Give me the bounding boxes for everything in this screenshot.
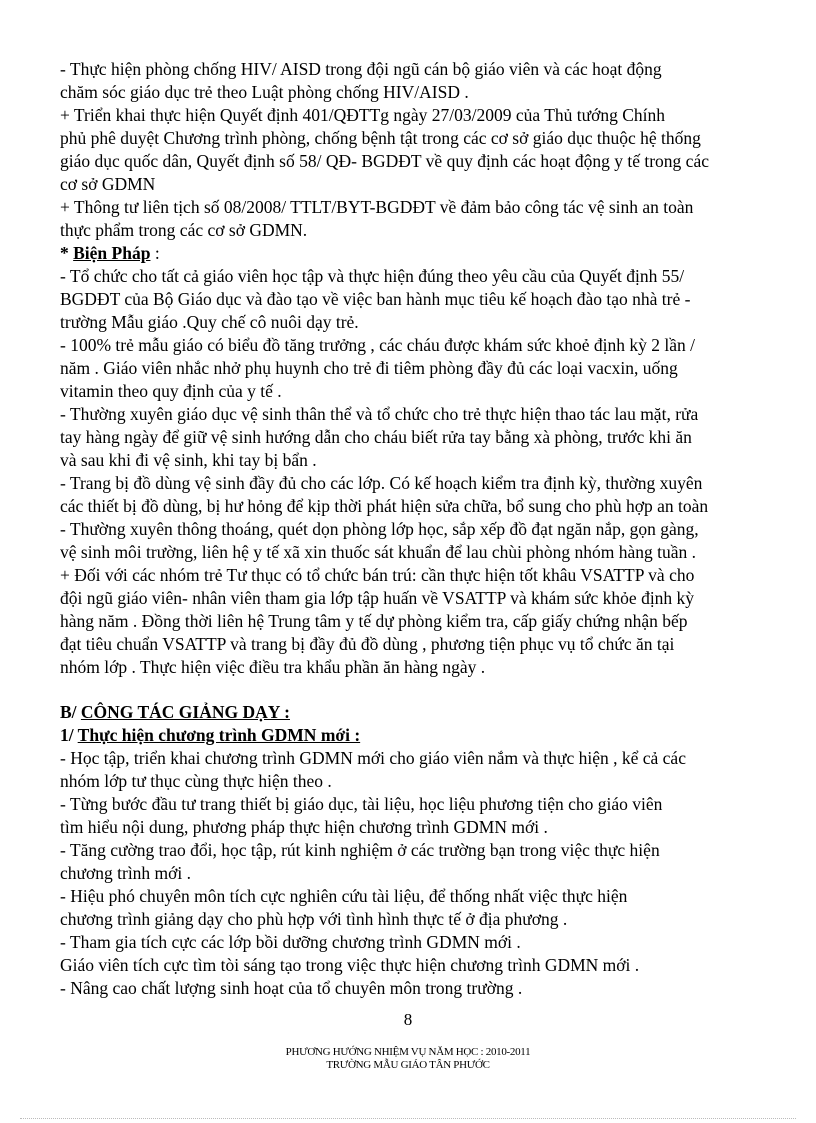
- heading-prefix: *: [60, 243, 74, 263]
- teaching-block: [60, 747, 760, 1000]
- text-line: tay hàng ngày để giữ vệ sinh hướng dẫn cho cháu biết rửa tay bằng xà phòng, trước khi ăn: [60, 427, 692, 447]
- page-edge-divider: [20, 1118, 796, 1119]
- text-line: Giáo viên tích cực tìm tòi sáng tạo trong việc thực hiện chương trình GDMN mới .: [60, 955, 640, 975]
- subsection-1-heading: [60, 724, 760, 747]
- text-line: và sau khi đi vệ sinh, khi tay bị bẩn .: [60, 450, 317, 470]
- subsection-title: Thực hiện chương trình GDMN mới :: [77, 725, 361, 745]
- text-line: nhóm lớp tư thục cùng thực hiện theo .: [60, 771, 332, 791]
- text-line: tìm hiểu nội dung, phương pháp thực hiện chương trình GDMN mới .: [60, 817, 548, 837]
- text-line: + Triển khai thực hiện Quyết định 401/QĐTTg ngày 27/03/2009 của Thủ tướng Chính: [60, 105, 666, 125]
- text-line: - Học tập, triển khai chương trình GDMN mới cho giáo viên nắm và thực hiện , kể cả các: [60, 748, 686, 768]
- section-title: CÔNG TÁC GIẢNG DẠY :: [80, 702, 290, 722]
- text-line: các thiết bị đồ dùng, bị hư hỏng để kịp thời phát hiện sửa chữa, bổ sung cho phù hợp an toàn: [60, 496, 709, 516]
- bien-phap-heading: [60, 242, 760, 265]
- text-line: - Trang bị đồ dùng vệ sinh đầy đủ cho các lớp. Có kế hoạch kiểm tra định kỳ, thường xuyên: [60, 473, 703, 493]
- text-line: thực phẩm trong các cơ sở GDMN.: [60, 220, 308, 240]
- text-line: + Đối với các nhóm trẻ Tư thục có tổ chức bán trú: cần thực hiện tốt khâu VSATTP và cho: [60, 565, 695, 585]
- text-line: chương trình mới .: [60, 863, 192, 883]
- text-line: - Tăng cường trao đổi, học tập, rút kinh nghiệm ở các trường bạn trong việc thực hiện: [60, 840, 660, 860]
- text-line: chăm sóc giáo dục trẻ theo Luật phòng chống HIV/AISD .: [60, 82, 469, 102]
- text-line: - Thường xuyên thông thoáng, quét dọn phòng lớp học, sắp xếp đồ đạt ngăn nắp, gọn gàng,: [60, 519, 699, 539]
- footer-line-1: PHƯƠNG HƯỚNG NHIỆM VỤ NĂM HỌC : 2010-2011: [285, 1046, 531, 1058]
- paragraph-block: [60, 58, 760, 242]
- text-line: phủ phê duyệt Chương trình phòng, chống bệnh tật trong các cơ sở giáo dục thuộc hệ thống: [60, 128, 701, 148]
- page-number: 8: [403, 1010, 413, 1029]
- text-line: năm . Giáo viên nhắc nhở phụ huynh cho trẻ đi tiêm phòng đầy đủ các loại vacxin, uống: [60, 358, 678, 378]
- text-line: đạt tiêu chuẩn VSATTP và trang bị đầy đủ đồ dùng , phương tiện phục vụ tổ chức ăn tại: [60, 634, 675, 654]
- text-line: - 100% trẻ mẫu giáo có biểu đồ tăng trưởng , các cháu được khám sức khoẻ định kỳ 2 lần /: [60, 335, 695, 355]
- page-footer: [0, 1046, 816, 1072]
- text-line: vitamin theo quy định của y tế .: [60, 381, 282, 401]
- text-line: - Thường xuyên giáo dục vệ sinh thân thể và tổ chức cho trẻ thực hiện thao tác lau mặt, rửa: [60, 404, 699, 424]
- text-line: nhóm lớp . Thực hiện việc điều tra khẩu phần ăn hàng ngày .: [60, 657, 486, 677]
- footer-line-2: TRƯỜNG MẪU GIÁO TÂN PHƯỚC: [326, 1059, 490, 1071]
- text-line: - Tổ chức cho tất cả giáo viên học tập và thực hiện đúng theo yêu cầu của Quyết định 55/: [60, 266, 685, 286]
- text-line: - Hiệu phó chuyên môn tích cực nghiên cứu tài liệu, để thống nhất việc thực hiện: [60, 886, 628, 906]
- text-line: trường Mẫu giáo .Quy chế cô nuôi dạy trẻ.: [60, 312, 359, 332]
- spacer: [60, 679, 760, 701]
- subsection-prefix: 1/: [60, 725, 78, 745]
- text-line: hàng năm . Đồng thời liên hệ Trung tâm y tế dự phòng kiểm tra, cấp giấy chứng nhận bếp: [60, 611, 688, 631]
- text-line: giáo dục quốc dân, Quyết định số 58/ QĐ- BGDĐT về quy định các hoạt động y tế trong các: [60, 151, 709, 171]
- text-line: + Thông tư liên tịch số 08/2008/ TTLT/BYT-BGDĐT về đảm bảo công tác vệ sinh an toàn: [60, 197, 694, 217]
- heading-suffix: :: [150, 243, 160, 263]
- text-line: - Tham gia tích cực các lớp bồi dưỡng chương trình GDMN mới .: [60, 932, 521, 952]
- section-prefix: B/: [60, 702, 81, 722]
- document-body: [60, 58, 760, 1000]
- text-line: BGDĐT của Bộ Giáo dục và đào tạo về việc ban hành mục tiêu kế hoạch đào tạo nhà trẻ -: [60, 289, 691, 309]
- text-line: đội ngũ giáo viên- nhân viên tham gia lớp tập huấn về VSATTP và khám sức khỏe định kỳ: [60, 588, 695, 608]
- text-line: chương trình giảng dạy cho phù hợp với tình hình thực tế ở địa phương .: [60, 909, 568, 929]
- text-line: - Nâng cao chất lượng sinh hoạt của tổ chuyên môn trong trường .: [60, 978, 523, 998]
- text-line: - Từng bước đầu tư trang thiết bị giáo dục, tài liệu, học liệu phương tiện cho giáo viên: [60, 794, 663, 814]
- text-line: cơ sở GDMN: [60, 174, 156, 194]
- heading-label: Biện Pháp: [73, 243, 151, 263]
- text-line: - Thực hiện phòng chống HIV/ AISD trong đội ngũ cán bộ giáo viên và các hoạt động: [60, 59, 662, 79]
- text-line: vệ sinh môi trường, liên hệ y tế xã xin thuốc sát khuẩn để lau chùi phòng nhóm hàng tuần .: [60, 542, 696, 562]
- measures-block: [60, 265, 760, 679]
- section-b-heading: [60, 701, 760, 724]
